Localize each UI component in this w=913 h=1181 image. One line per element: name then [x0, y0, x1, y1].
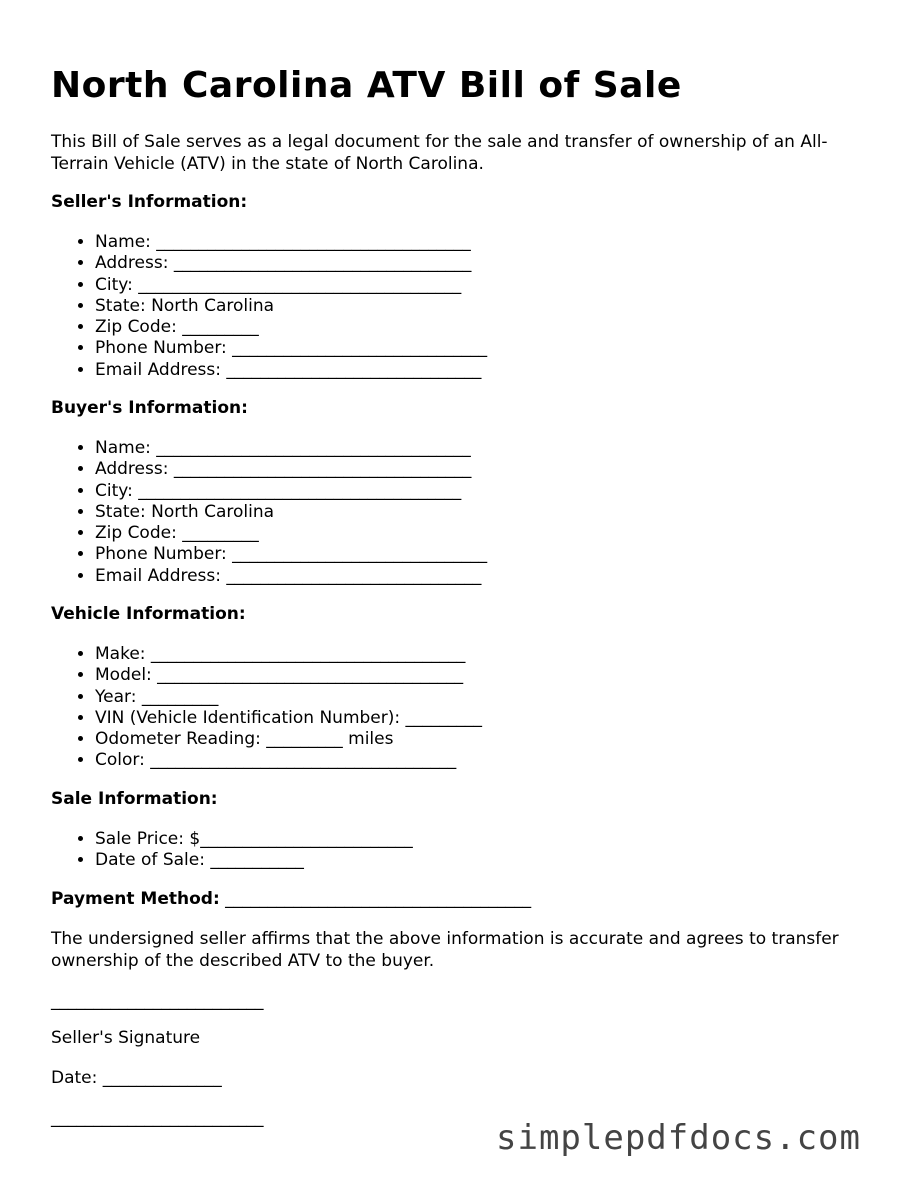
- buyer-heading: Buyer's Information:: [51, 398, 248, 418]
- seller-zip-field: • Zip Code: _________: [95, 317, 487, 338]
- buyer-city-field: • City: ______________________________________: [95, 481, 487, 502]
- seller-heading: Seller's Information:: [51, 192, 248, 212]
- seller-fields: [51, 232, 487, 381]
- seller-address-field: • Address: ___________________________________: [95, 253, 487, 274]
- seller-phone-field: • Phone Number: ______________________________: [95, 338, 487, 359]
- affirmation-paragraph: The undersigned seller affirms that the above information is accurate and agrees to transfer ownership of the described ATV to the buyer.: [51, 929, 839, 971]
- vehicle-year-field: • Year: _________: [95, 687, 482, 708]
- vehicle-fields: [51, 644, 482, 772]
- vehicle-make-field: • Make: _____________________________________: [95, 644, 482, 665]
- sale-date-field: • Date of Sale: ___________: [95, 850, 413, 871]
- vehicle-color-field: • Color: ____________________________________: [95, 750, 482, 771]
- sale-price-field: • Sale Price: $_________________________: [95, 829, 413, 850]
- watermark-text: simplepdfdocs.com: [496, 1118, 861, 1158]
- seller-signature-label: Seller's Signature: [51, 1028, 201, 1048]
- sale-heading: Sale Information:: [51, 789, 218, 809]
- vehicle-vin-field: • VIN (Vehicle Identification Number): _________: [95, 708, 482, 729]
- signature-date-field: Date: ______________: [51, 1068, 222, 1088]
- payment-method-blank: ____________________________________: [219, 889, 532, 909]
- vehicle-odometer-field: • Odometer Reading: _________ miles: [95, 729, 482, 750]
- seller-email-field: • Email Address: ______________________________: [95, 360, 487, 381]
- payment-method-field: [51, 889, 531, 910]
- intro-paragraph: This Bill of Sale serves as a legal document for the sale and transfer of ownership of an All-Terrain Vehicle (ATV) in the state of North Carolina.: [51, 132, 828, 174]
- vehicle-heading: Vehicle Information:: [51, 604, 246, 624]
- buyer-signature-line: _________________________: [51, 1108, 264, 1128]
- buyer-phone-field: • Phone Number: ______________________________: [95, 544, 487, 565]
- buyer-fields: [51, 438, 487, 587]
- buyer-state-field: • State: North Carolina: [95, 502, 487, 523]
- payment-method-label: Payment Method:: [51, 889, 220, 909]
- buyer-name-field: • Name: _____________________________________: [95, 438, 487, 459]
- seller-name-field: • Name: _____________________________________: [95, 232, 487, 253]
- document-title: North Carolina ATV Bill of Sale: [51, 65, 682, 106]
- buyer-email-field: • Email Address: ______________________________: [95, 566, 487, 587]
- seller-city-field: • City: ______________________________________: [95, 275, 487, 296]
- seller-state-field: • State: North Carolina: [95, 296, 487, 317]
- buyer-address-field: • Address: ___________________________________: [95, 459, 487, 480]
- vehicle-model-field: • Model: ____________________________________: [95, 665, 482, 686]
- buyer-zip-field: • Zip Code: _________: [95, 523, 487, 544]
- seller-signature-line: _________________________: [51, 991, 264, 1011]
- sale-fields: [51, 829, 413, 872]
